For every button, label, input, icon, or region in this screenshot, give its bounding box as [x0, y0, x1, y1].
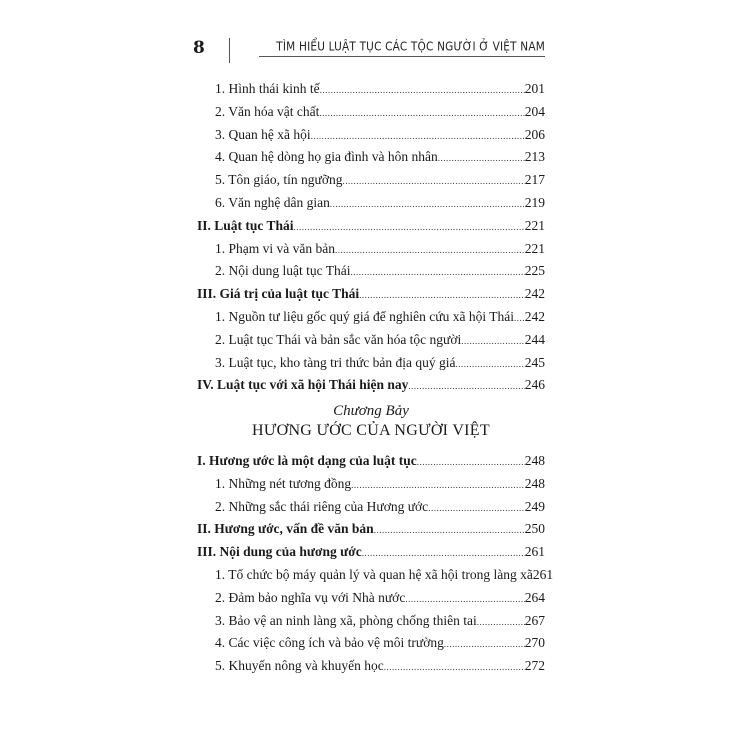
toc-row	[197, 655, 545, 678]
toc-page: 221	[524, 217, 545, 233]
dot-leader	[461, 330, 524, 353]
toc-section-row	[197, 215, 545, 238]
toc-label: 5. Khuyến nông và khuyến học	[215, 658, 384, 674]
dot-leader	[342, 170, 524, 193]
toc-label: 1. Nguồn tư liệu gốc quý giá để nghiên cứu xã hội Thái	[215, 308, 514, 324]
toc-section-row	[197, 450, 545, 473]
chapter-title: HƯƠNG ƯỚC CỦA NGƯỜI VIỆT	[252, 422, 490, 439]
dot-leader	[384, 656, 525, 679]
toc-label: 1. Những nét tương đồng	[215, 475, 352, 491]
dot-leader	[330, 193, 525, 216]
toc-row	[197, 473, 545, 496]
dot-leader	[319, 102, 524, 125]
dot-leader	[408, 375, 524, 398]
toc-label: II. Luật tục Thái	[197, 217, 294, 233]
dot-leader	[438, 147, 525, 170]
toc-label: 6. Văn nghệ dân gian	[215, 194, 330, 210]
chapter-heading	[197, 401, 545, 441]
dot-leader	[477, 611, 525, 634]
toc-page: 246	[524, 377, 545, 393]
toc-row	[197, 146, 545, 169]
page-number: 8	[193, 38, 205, 58]
toc-page: 225	[524, 263, 545, 279]
toc-page: 219	[524, 194, 545, 210]
dot-leader	[417, 451, 525, 474]
dot-leader	[362, 542, 525, 565]
toc-part-1	[197, 78, 545, 397]
toc-label: III. Nội dung của hương ước	[197, 544, 362, 560]
toc-row	[197, 101, 545, 124]
toc-page: 245	[524, 354, 545, 370]
toc-label: 1. Tổ chức bộ máy quản lý và quan hệ xã hội trong làng xã	[215, 566, 533, 582]
dot-leader	[456, 353, 525, 376]
toc-page: 261	[532, 566, 554, 582]
toc-label: 4. Quan hệ dòng họ gia đình và hôn nhân	[215, 149, 438, 165]
toc-label: 4. Các việc công ích và bảo vệ môi trường	[215, 635, 444, 651]
dot-leader	[311, 125, 525, 148]
toc-page: 217	[524, 172, 545, 188]
toc-page: 201	[524, 81, 545, 96]
toc-row	[197, 169, 545, 192]
toc-label: 5. Tôn giáo, tín ngưỡng	[215, 172, 343, 188]
toc-label: 3. Luật tục, kho tàng tri thức bản địa quý giá	[215, 354, 456, 370]
dot-leader	[514, 307, 525, 330]
toc-label: III. Giá trị của luật tục Thái	[197, 286, 360, 302]
toc-label: 1. Phạm vi và văn bản	[215, 240, 335, 256]
toc-label: 3. Bảo vệ an ninh làng xã, phòng chống thiên tai	[215, 612, 477, 628]
dot-leader	[350, 261, 524, 284]
toc-label: 2. Luật tục Thái và bản sắc văn hóa tộc người	[215, 331, 462, 347]
toc-page: 267	[524, 612, 545, 628]
toc-page: 242	[524, 286, 545, 302]
toc-label: II. Hương ước, vấn đề văn bản	[197, 521, 374, 537]
toc-label: 1. Hình thái kinh tế	[215, 81, 320, 96]
toc-label: 3. Quan hệ xã hội	[215, 126, 311, 142]
toc-row	[197, 78, 545, 101]
dot-leader	[320, 79, 525, 102]
toc-row	[197, 587, 545, 610]
toc-section-row	[197, 518, 545, 541]
dot-leader	[444, 633, 525, 656]
toc-page: 242	[524, 308, 545, 324]
toc-page: 250	[524, 521, 545, 537]
toc-page: 248	[524, 453, 545, 468]
toc-page: 264	[524, 589, 545, 605]
toc-row	[197, 564, 554, 587]
toc-page: 244	[524, 331, 545, 347]
toc-page: 270	[524, 635, 545, 651]
toc-row	[197, 352, 545, 375]
toc-label: IV. Luật tục với xã hội Thái hiện nay	[197, 377, 409, 393]
toc-row	[197, 329, 545, 352]
toc-label: 2. Đảm bảo nghĩa vụ với Nhà nước	[215, 589, 406, 605]
toc-row	[197, 306, 545, 329]
dot-leader	[359, 284, 525, 307]
header-divider-vertical	[229, 38, 230, 63]
toc-page: 249	[524, 498, 545, 514]
toc-section-row	[197, 541, 545, 564]
toc-page: 272	[524, 658, 545, 674]
toc-row	[197, 124, 545, 147]
toc-row	[197, 496, 545, 519]
toc-part-2	[197, 450, 554, 678]
toc-page: 204	[524, 103, 545, 119]
toc-page: 248	[524, 475, 545, 491]
toc-label: 2. Nội dung luật tục Thái	[215, 263, 351, 279]
toc-row	[197, 260, 545, 283]
dot-leader	[294, 216, 525, 239]
toc-page: 206	[524, 126, 545, 142]
running-head: TÌM HIỂU LUẬT TỤC CÁC TỘC NGƯỜI Ở VIỆT NAM	[276, 40, 545, 54]
toc-label: 2. Văn hóa vật chất	[215, 103, 320, 119]
dot-leader	[405, 588, 524, 611]
dot-leader	[335, 239, 525, 262]
toc-row	[197, 238, 545, 261]
dot-leader	[374, 519, 525, 542]
toc-page: 213	[524, 149, 545, 165]
toc-section-row	[197, 374, 545, 397]
dot-leader	[428, 497, 525, 520]
chapter-label: Chương Bảy	[333, 403, 409, 419]
toc-row	[197, 610, 545, 633]
toc-label: I. Hương ước là một dạng của luật tục	[197, 453, 417, 468]
toc-section-row	[197, 283, 545, 306]
toc-page: 221	[524, 240, 545, 256]
toc-page: 261	[524, 544, 545, 560]
dot-leader	[351, 474, 525, 497]
toc-row	[197, 192, 545, 215]
header-rule	[259, 56, 545, 57]
toc-row	[197, 632, 545, 655]
toc-label: 2. Những sắc thái riêng của Hương ước	[215, 498, 429, 514]
